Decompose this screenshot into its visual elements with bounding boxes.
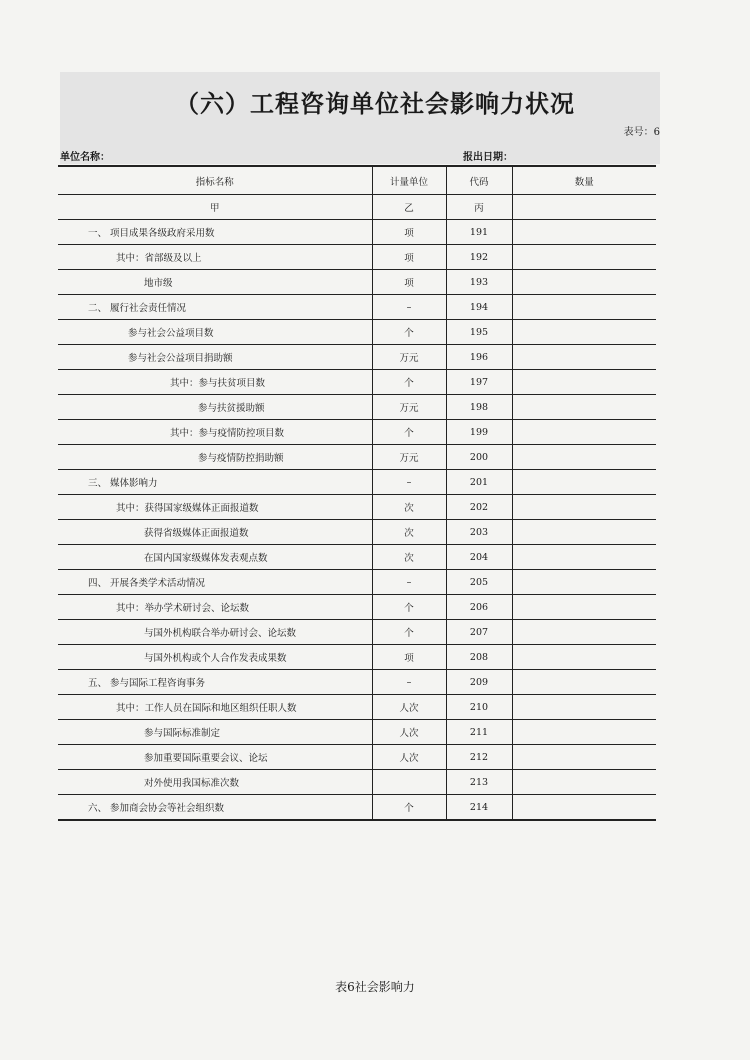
indicator-name: 一、 项目成果各级政府采用数 [58,220,372,245]
indicator-code: 213 [446,770,512,795]
indicator-name: 其中：工作人员在国际和地区组织任职人数 [58,695,372,720]
indicator-name: 三、 媒体影响力 [58,470,372,495]
measurement-unit: 个 [372,420,446,445]
indicator-code: 191 [446,220,512,245]
quantity-cell[interactable] [512,220,656,245]
table-row [58,670,656,695]
quantity-cell[interactable] [512,320,656,345]
indicator-name: 其中：举办学术研讨会、论坛数 [58,595,372,620]
quantity-cell[interactable] [512,795,656,821]
indicator-name: 其中：参与扶贫项目数 [58,370,372,395]
indicator-code: 198 [446,395,512,420]
indicator-code: 204 [446,545,512,570]
measurement-unit: 项 [372,645,446,670]
measurement-unit: 万元 [372,395,446,420]
table-row [58,745,656,770]
measurement-unit: 次 [372,495,446,520]
indicator-code: 208 [446,645,512,670]
table-row [58,445,656,470]
indicator-name: 参与国际标准制定 [58,720,372,745]
indicator-code: 207 [446,620,512,645]
indicator-name: 地市级 [58,270,372,295]
indicator-code: 192 [446,245,512,270]
indicator-name: 与国外机构或个人合作发表成果数 [58,645,372,670]
subheader-indicator: 甲 [58,195,372,220]
measurement-unit: 项 [372,270,446,295]
table-row [58,695,656,720]
table-row [58,720,656,745]
unit-name-label: 单位名称： [60,152,110,163]
quantity-cell[interactable] [512,720,656,745]
measurement-unit: 人次 [372,695,446,720]
table-row [58,395,656,420]
measurement-unit: 个 [372,795,446,821]
quantity-cell[interactable] [512,370,656,395]
indicator-name: 其中：获得国家级媒体正面报道数 [58,495,372,520]
table-row [58,370,656,395]
quantity-cell[interactable] [512,670,656,695]
table-row [58,570,656,595]
indicator-code: 202 [446,495,512,520]
table-row [58,270,656,295]
measurement-unit: – [372,670,446,695]
indicator-code: 214 [446,795,512,821]
measurement-unit: 个 [372,370,446,395]
measurement-unit: 次 [372,545,446,570]
report-date-label: 报出日期： [463,152,513,163]
quantity-cell[interactable] [512,545,656,570]
indicator-name: 参与社会公益项目数 [58,320,372,345]
measurement-unit [372,770,446,795]
indicator-code: 205 [446,570,512,595]
indicator-code: 209 [446,670,512,695]
subheader-code: 丙 [446,195,512,220]
table-row [58,495,656,520]
table-row [58,220,656,245]
indicator-name: 二、 履行社会责任情况 [58,295,372,320]
table-row [58,520,656,545]
measurement-unit: 个 [372,595,446,620]
column-header-indicator: 指标名称 [58,166,372,195]
indicator-code: 203 [446,520,512,545]
subheader-quantity [512,195,656,220]
table-row [58,420,656,445]
indicator-code: 196 [446,345,512,370]
quantity-cell[interactable] [512,420,656,445]
quantity-cell[interactable] [512,770,656,795]
table-row [58,770,656,795]
indicator-name: 其中：参与疫情防控项目数 [58,420,372,445]
indicator-code: 201 [446,470,512,495]
quantity-cell[interactable] [512,270,656,295]
indicator-name: 五、 参与国际工程咨询事务 [58,670,372,695]
quantity-cell[interactable] [512,495,656,520]
measurement-unit: 个 [372,320,446,345]
quantity-cell[interactable] [512,520,656,545]
quantity-cell[interactable] [512,570,656,595]
quantity-cell[interactable] [512,345,656,370]
quantity-cell[interactable] [512,745,656,770]
table-header-row [58,166,656,195]
indicator-name: 四、 开展各类学术活动情况 [58,570,372,595]
column-header-code: 代码 [446,166,512,195]
measurement-unit: – [372,570,446,595]
indicator-code: 200 [446,445,512,470]
form-number: 表号：6 [623,127,660,138]
table-row [58,470,656,495]
indicator-code: 199 [446,420,512,445]
quantity-cell[interactable] [512,595,656,620]
measurement-unit: 人次 [372,745,446,770]
measurement-unit: 项 [372,245,446,270]
table-row [58,795,656,821]
indicator-code: 206 [446,595,512,620]
table-row [58,645,656,670]
indicator-name: 对外使用我国标准次数 [58,770,372,795]
measurement-unit: 项 [372,220,446,245]
indicator-code: 195 [446,320,512,345]
indicator-name: 其中：省部级及以上 [58,245,372,270]
column-header-quantity: 数量 [512,166,656,195]
subheader-unit: 乙 [372,195,446,220]
indicator-code: 193 [446,270,512,295]
indicator-code: 212 [446,745,512,770]
indicator-name: 在国内国家级媒体发表观点数 [58,545,372,570]
quantity-cell[interactable] [512,470,656,495]
indicator-name: 与国外机构联合举办研讨会、论坛数 [58,620,372,645]
measurement-unit: 个 [372,620,446,645]
indicator-name: 参加重要国际重要会议、论坛 [58,745,372,770]
indicator-name: 参与社会公益项目捐助额 [58,345,372,370]
quantity-cell[interactable] [512,395,656,420]
page-footer-caption: 表6社会影响力 [335,980,415,994]
measurement-unit: 次 [372,520,446,545]
table-row [58,620,656,645]
quantity-cell[interactable] [512,695,656,720]
quantity-cell[interactable] [512,295,656,320]
measurement-unit: – [372,470,446,495]
table-subheader-row [58,195,656,220]
table-row [58,320,656,345]
measurement-unit: – [372,295,446,320]
quantity-cell[interactable] [512,645,656,670]
quantity-cell[interactable] [512,245,656,270]
quantity-cell[interactable] [512,620,656,645]
table-row [58,245,656,270]
column-header-unit: 计量单位 [372,166,446,195]
page-title: （六）工程咨询单位社会影响力状况 [175,89,575,118]
table-row [58,295,656,320]
indicator-name: 参与扶贫援助额 [58,395,372,420]
indicator-code: 211 [446,720,512,745]
measurement-unit: 万元 [372,445,446,470]
indicator-name: 参与疫情防控捐助额 [58,445,372,470]
indicator-code: 197 [446,370,512,395]
indicator-code: 194 [446,295,512,320]
measurement-unit: 万元 [372,345,446,370]
table-row [58,545,656,570]
indicator-name: 六、 参加商会协会等社会组织数 [58,795,372,821]
measurement-unit: 人次 [372,720,446,745]
table-row [58,595,656,620]
table-row [58,345,656,370]
indicator-code: 210 [446,695,512,720]
indicator-name: 获得省级媒体正面报道数 [58,520,372,545]
quantity-cell[interactable] [512,445,656,470]
indicator-table [58,165,656,821]
